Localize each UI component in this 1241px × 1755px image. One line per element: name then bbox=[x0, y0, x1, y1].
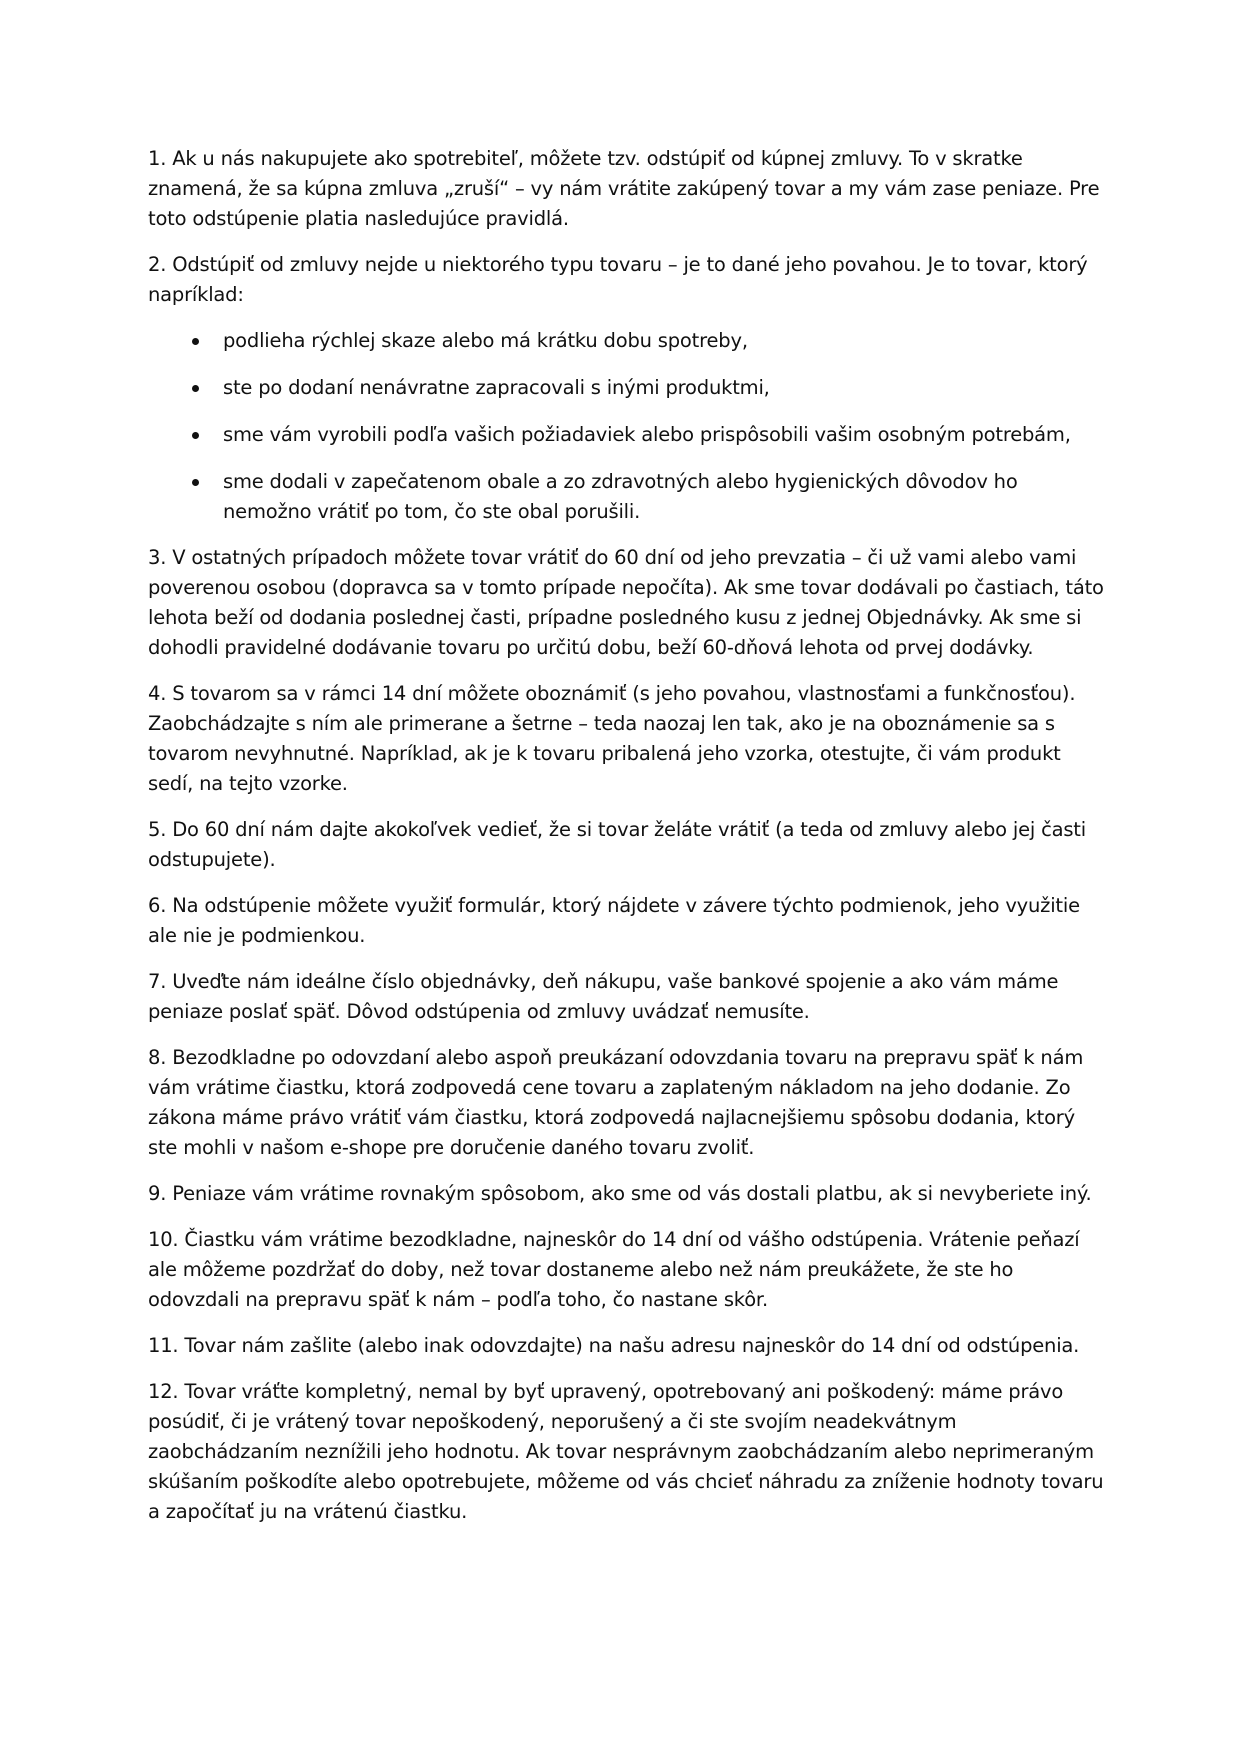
paragraph-3: 3. V ostatných prípadoch môžete tovar vrátiť do 60 dní od jeho prevzatia – či už vami alebo vami poverenou osobou (dopravca sa v tomto prípade nepočíta). Ak sme tovar dodávali po častiach, táto lehota beží od dodania poslednej časti, prípadne posledného kusu z jednej Objednávky. Ak sme si dohodli pravidelné dodávanie tovaru po určitú dobu, beží 60-dňová lehota od prvej dodávky. bbox=[148, 546, 1104, 659]
list-item-text: ste po dodaní nenávratne zapracovali s inými produktmi, bbox=[223, 376, 770, 399]
bullet-icon bbox=[192, 479, 199, 486]
paragraph-1: 1. Ak u nás nakupujete ako spotrebiteľ, môžete tzv. odstúpiť od kúpnej zmluvy. To v skratke znamená, že sa kúpna zmluva „zruší“ – vy nám vrátite zakúpený tovar a my vám zase peniaze. Pre toto odstúpenie platia nasledujúce pravidlá. bbox=[148, 147, 1100, 230]
paragraph-12: 12. Tovar vráťte kompletný, nemal by byť upravený, opotrebovaný ani poškodený: máme právo posúdiť, či je vrátený tovar nepoškodený, neporušený a či ste svojím neadekvátnym zaobchádzaním neznížili jeho hodnotu. Ak tovar nesprávnym zaobchádzaním alebo neprimeraným skúšaním poškodíte alebo opotrebujete, môžeme od vás chcieť náhradu za zníženie hodnoty tovaru a započítať ju na vrátenú čiastku. bbox=[148, 1380, 1104, 1523]
bullet-icon bbox=[192, 385, 199, 392]
bullet-icon bbox=[192, 338, 199, 345]
list-item bbox=[148, 420, 1108, 450]
list-item-text: podlieha rýchlej skaze alebo má krátku dobu spotreby, bbox=[223, 329, 748, 352]
paragraph-9: 9. Peniaze vám vrátime rovnakým spôsobom, ako sme od vás dostali platbu, ak si nevyberiete iný. bbox=[148, 1182, 1092, 1205]
list-item bbox=[148, 326, 1108, 356]
paragraph-4: 4. S tovarom sa v rámci 14 dní môžete oboznámiť (s jeho povahou, vlastnosťami a funkčnosťou). Zaobchádzajte s ním ale primerane a šetrne – teda naozaj len tak, ako je na oboznámenie sa s tovarom nevyhnutné. Napríklad, ak je k tovaru pribalená jeho vzorka, otestujte, či vám produkt sedí, na tejto vzorke. bbox=[148, 682, 1076, 795]
list-item-text: sme vám vyrobili podľa vašich požiadaviek alebo prispôsobili vašim osobným potrebám, bbox=[223, 423, 1071, 446]
bullet-icon bbox=[192, 432, 199, 439]
paragraph-7: 7. Uveďte nám ideálne číslo objednávky, deň nákupu, vaše bankové spojenie a ako vám máme peniaze poslať späť. Dôvod odstúpenia od zmluvy uvádzať nemusíte. bbox=[148, 970, 1059, 1023]
list-item bbox=[148, 467, 1108, 527]
list-item-text: sme dodali v zapečatenom obale a zo zdravotných alebo hygienických dôvodov ho nemožno vrátiť po tom, čo ste obal porušili. bbox=[223, 470, 1018, 523]
paragraph-5: 5. Do 60 dní nám dajte akokoľvek vedieť, že si tovar želáte vrátiť (a teda od zmluvy alebo jej časti odstupujete). bbox=[148, 818, 1086, 871]
paragraph-10: 10. Čiastku vám vrátime bezodkladne, najneskôr do 14 dní od vášho odstúpenia. Vrátenie peňazí ale môžeme pozdržať do doby, než tovar dostaneme alebo než nám preukážete, že ste ho odovzdali na prepravu späť k nám – podľa toho, čo nastane skôr. bbox=[148, 1228, 1080, 1311]
exceptions-list bbox=[148, 326, 1108, 527]
paragraph-6: 6. Na odstúpenie môžete využiť formulár, ktorý nájdete v závere týchto podmienok, jeho využitie ale nie je podmienkou. bbox=[148, 894, 1080, 947]
list-item bbox=[148, 373, 1108, 403]
paragraph-11: 11. Tovar nám zašlite (alebo inak odovzdajte) na našu adresu najneskôr do 14 dní od odstúpenia. bbox=[148, 1334, 1080, 1357]
paragraph-8: 8. Bezodkladne po odovzdaní alebo aspoň preukázaní odovzdania tovaru na prepravu späť k nám vám vrátime čiastku, ktorá zodpovedá cene tovaru a zaplateným nákladom na jeho dodanie. Zo zákona máme právo vrátiť vám čiastku, ktorá zodpovedá najlacnejšiemu spôsobu dodania, ktorý ste mohli v našom e-shope pre doručenie daného tovaru zvoliť. bbox=[148, 1046, 1084, 1159]
document-body bbox=[148, 144, 1108, 1543]
paragraph-2: 2. Odstúpiť od zmluvy nejde u niektorého typu tovaru – je to dané jeho povahou. Je to tovar, ktorý napríklad: bbox=[148, 253, 1088, 306]
